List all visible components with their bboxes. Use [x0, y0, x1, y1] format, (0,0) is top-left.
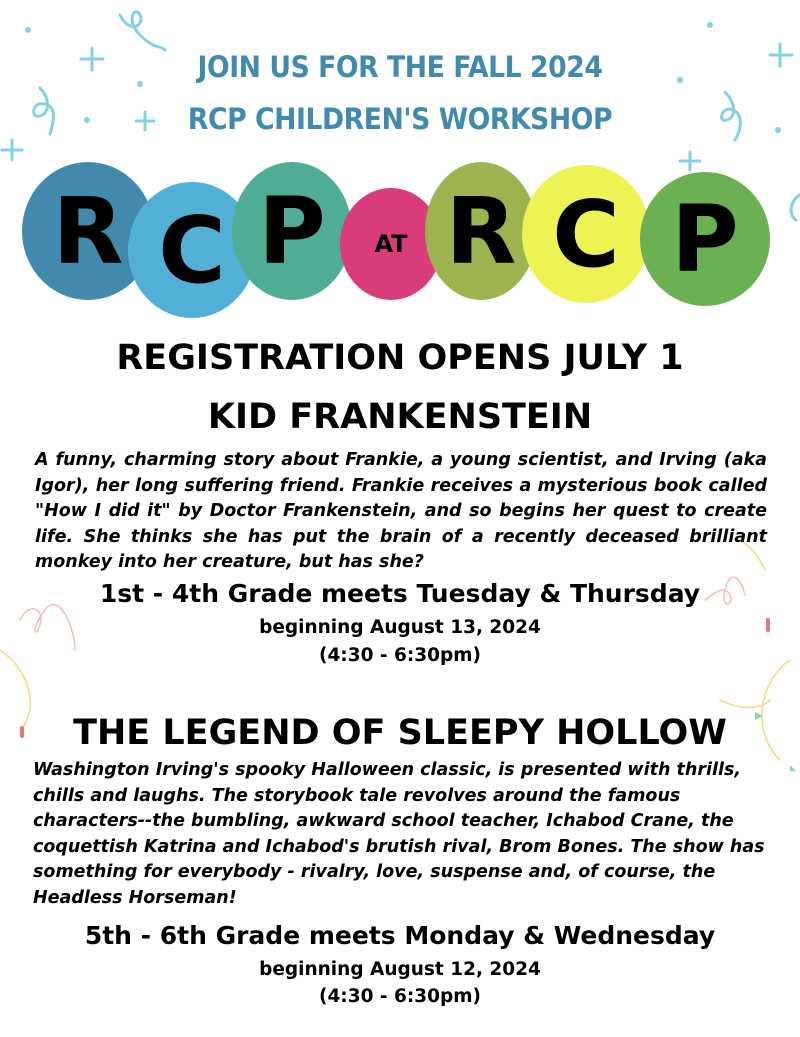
logo-circle-p2 [640, 172, 770, 306]
show-grades-1: 1st - 4th Grade meets Tuesday & Thursday [99, 579, 701, 608]
show-time-1: (4:30 - 6:30pm) [318, 645, 482, 666]
logo-letter: R [445, 177, 517, 285]
logo-letter: P [671, 185, 739, 293]
header-line-2: RCP CHILDREN'S WORKSHOP [187, 102, 613, 136]
show-description-2: Washington Irving's spooky Halloween classic, is presented with thrills, chills and laughs. The storybook tale revolves around the famous characters--the bumbling, awkward school teacher, Ichabod Crane, the coquettish Katrina and Ichabod's brutish rival, Brom Bones. The show has something for everybody - rivalry, love, suspense and, of course, the Headless Horseman! [33, 760, 765, 908]
show-grades-2: 5th - 6th Grade meets Monday & Wednesday [84, 921, 716, 950]
logo-letter: R [52, 177, 124, 285]
registration-heading: REGISTRATION OPENS JULY 1 [116, 338, 684, 378]
show-start-1: beginning August 13, 2024 [259, 617, 541, 638]
logo-letter: C [158, 196, 226, 304]
show-time-2: (4:30 - 6:30pm) [318, 986, 482, 1007]
logo-circle-c2 [522, 165, 650, 303]
show-title-1: KID FRANKENSTEIN [207, 397, 593, 437]
logo-letter: C [552, 180, 620, 288]
logo-letter: AT [374, 230, 408, 258]
show-description-1: A funny, charming story about Frankie, a young scientist, and Irving (aka Igor), her long suffering friend. Frankie receives a mysterious book called "How I did it" by Doctor Frankenstein, and so begins her quest to create life. She thinks she has put the brain of a recently deceased brilliant monkey into her creature, but has she? [35, 450, 767, 572]
header-line-1: JOIN US FOR THE FALL 2024 [197, 50, 603, 84]
show-start-2: beginning August 12, 2024 [259, 959, 541, 980]
show-title-2: THE LEGEND OF SLEEPY HOLLOW [73, 713, 727, 753]
logo-circle-p [232, 162, 352, 300]
logo-letter: P [258, 177, 326, 285]
logo-circle-r2 [425, 162, 537, 300]
